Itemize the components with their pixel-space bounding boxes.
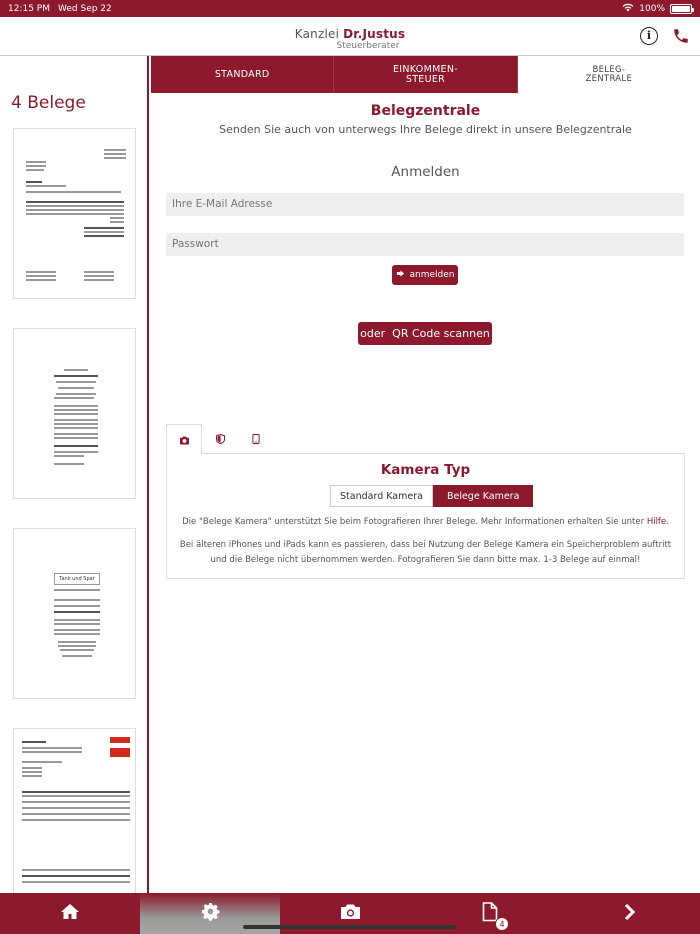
shield-tab[interactable] bbox=[202, 424, 238, 453]
help-link[interactable]: Hilfe bbox=[646, 517, 667, 527]
app-logo bbox=[0, 25, 700, 51]
info-icon[interactable]: i bbox=[640, 27, 658, 45]
receipt-thumbnail[interactable]: Tank und Spar bbox=[13, 528, 136, 699]
tab-einkommensteuer[interactable]: EINKOMMEN- STEUER bbox=[334, 56, 517, 93]
camera-settings-box bbox=[166, 453, 685, 579]
wifi-icon bbox=[622, 3, 634, 15]
status-date: Wed Sep 22 bbox=[58, 3, 112, 14]
battery-icon bbox=[670, 4, 692, 14]
receipt-count: 4 Belege bbox=[11, 93, 86, 113]
tablet-icon bbox=[252, 429, 260, 448]
page-title: Belegzentrale bbox=[370, 103, 481, 119]
camera-info-text bbox=[175, 515, 676, 530]
login-button[interactable] bbox=[392, 265, 458, 285]
home-icon bbox=[60, 903, 80, 924]
home-indicator bbox=[243, 925, 456, 929]
camera-warning-text: Bei älteren iPhones und iPads kann es passieren, dass bei Nutzung der Belege Kamera ein Speicherproblem auftritt und die Belege nicht übernommen werden. Fotografieren Sie dann bitte max. 1-3 Belege auf einmal! bbox=[179, 540, 672, 565]
receipt-thumbnail[interactable] bbox=[13, 328, 136, 499]
camera-type-selector bbox=[330, 485, 533, 507]
main-content bbox=[151, 93, 700, 893]
nav-home[interactable] bbox=[0, 893, 140, 934]
status-time: 12:15 PM bbox=[8, 3, 50, 14]
tablet-tab[interactable] bbox=[238, 424, 274, 453]
nav-next[interactable] bbox=[560, 893, 700, 934]
main-tabs bbox=[151, 56, 700, 93]
sign-in-icon bbox=[396, 269, 405, 281]
shield-icon bbox=[216, 429, 225, 448]
email-field[interactable] bbox=[166, 193, 684, 216]
login-heading: Anmelden bbox=[391, 164, 460, 180]
chevron-right-icon bbox=[624, 903, 636, 925]
camera-icon bbox=[179, 430, 190, 449]
camera-info-end: . bbox=[666, 517, 669, 527]
belege-camera-option[interactable]: Belege Kamera bbox=[433, 485, 533, 507]
status-bar bbox=[0, 0, 700, 17]
battery-percent: 100% bbox=[639, 3, 665, 14]
logo-kanzlei: Kanzlei bbox=[294, 27, 344, 41]
camera-icon bbox=[340, 903, 361, 924]
receipts-sidebar bbox=[0, 56, 149, 893]
camera-panel bbox=[166, 424, 685, 579]
camera-info-sentence: Die "Belege Kamera" unterstützt Sie beim Fotografieren Ihrer Belege. Mehr Informationen erhalten Sie unter bbox=[182, 517, 647, 527]
qr-button-label: oder QR Code scannen bbox=[360, 327, 490, 340]
camera-type-title: Kamera Typ bbox=[380, 462, 471, 478]
receipt-thumbnail[interactable] bbox=[13, 728, 136, 893]
phone-icon[interactable] bbox=[672, 27, 690, 45]
logo-name: Dr.Justus bbox=[343, 27, 406, 41]
gear-icon bbox=[201, 902, 220, 925]
standard-camera-option[interactable]: Standard Kamera bbox=[330, 485, 433, 507]
tab-standard[interactable]: STANDARD bbox=[151, 56, 334, 93]
receipt-thumbnail[interactable] bbox=[13, 128, 136, 299]
qr-scan-button[interactable] bbox=[358, 322, 492, 345]
documents-count-badge: 4 bbox=[495, 917, 509, 931]
camera-tabs bbox=[166, 424, 274, 453]
page-subtitle: Senden Sie auch von unterwegs Ihre Belege direkt in unsere Belegzentrale bbox=[219, 123, 632, 136]
login-button-label: anmelden bbox=[409, 270, 455, 280]
logo-subtitle: Steuerberater bbox=[336, 41, 400, 51]
app-header bbox=[0, 17, 700, 56]
camera-tab[interactable] bbox=[166, 424, 202, 454]
tab-belegzentrale[interactable]: BELEG- ZENTRALE bbox=[518, 56, 700, 93]
password-field[interactable] bbox=[166, 233, 684, 256]
